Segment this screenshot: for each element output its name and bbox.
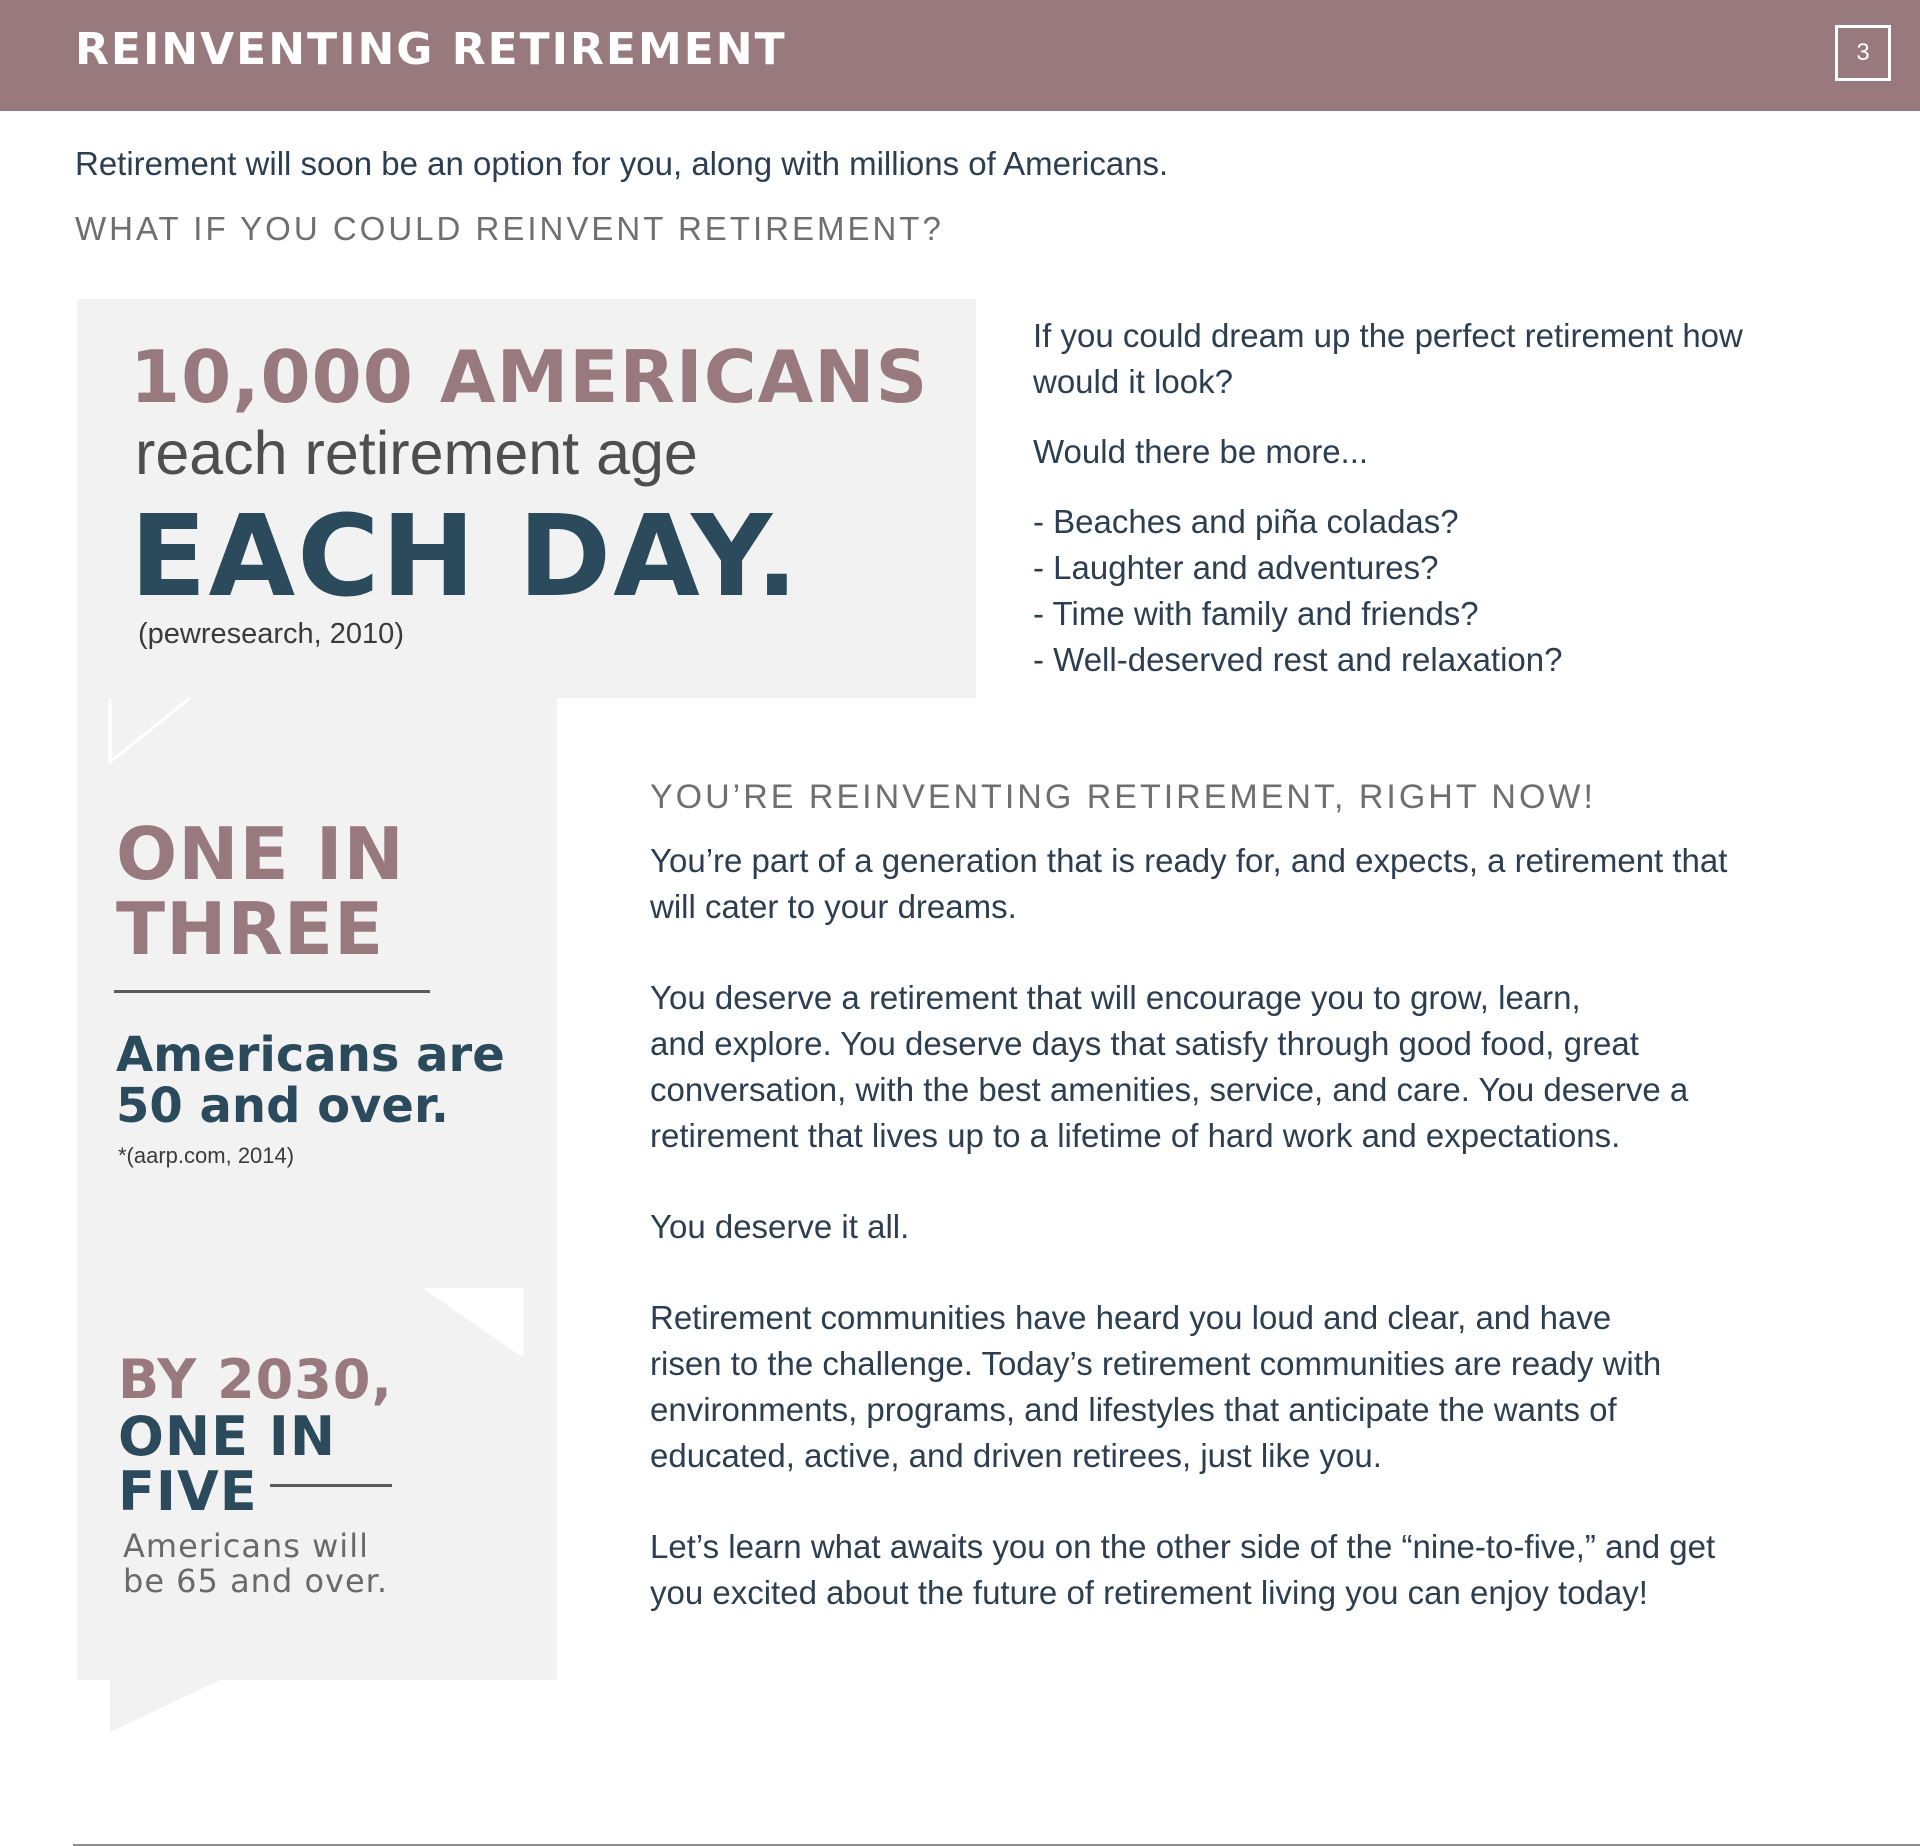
stat3-subline-2: be 65 and over.	[123, 1562, 389, 1600]
dream-question: If you could dream up the perfect retirement how would it look?	[1033, 317, 1743, 400]
body-paragraph: Retirement communities have heard you loud and clear, and have risen to the challenge. Today’s retirement communities are ready with environments, programs, and lifestyles that anticipate the wants of educated, active, and driven retirees, just like you.	[650, 1299, 1662, 1474]
stat1-subline: reach retirement age	[135, 419, 698, 487]
list-item: - Beaches and piña coladas?	[1033, 503, 1459, 540]
stat1-emphasis: EACH DAY.	[130, 492, 801, 622]
stat2-headline-line1: ONE IN	[116, 812, 405, 896]
dream-section	[1033, 313, 1833, 683]
stat3-headline-line3: FIVE	[118, 1460, 258, 1523]
body-paragraph: You deserve a retirement that will encourage you to grow, learn, and explore. You deserve days that satisfy through good food, great conversation, with the best amenities, service, and care. You deserve a retirement that lives up to a lifetime of hard work and expectations.	[650, 979, 1689, 1154]
stat1-headline: 10,000 AMERICANS	[130, 335, 929, 419]
stat2-headline-line2: THREE	[116, 887, 385, 971]
stat2-subline-2: 50 and over.	[116, 1078, 450, 1134]
body-text	[650, 838, 1820, 1661]
list-item: - Laughter and adventures?	[1033, 549, 1439, 586]
dream-lead: Would there be more...	[1033, 433, 1369, 470]
list-item: - Well-deserved rest and relaxation?	[1033, 641, 1563, 678]
stat1-source: (pewresearch, 2010)	[138, 618, 404, 650]
dream-list	[1033, 499, 1833, 683]
page-number-badge: 3	[1835, 25, 1891, 81]
stat2-subline-1: Americans are	[116, 1027, 505, 1083]
body-paragraph: You’re part of a generation that is ready for, and expects, a retirement that will cater to your dreams.	[650, 842, 1728, 925]
page-title: REINVENTING RETIREMENT	[75, 24, 787, 75]
stat3-divider	[270, 1484, 392, 1487]
section-heading: YOU’RE REINVENTING RETIREMENT, RIGHT NOW!	[650, 778, 1596, 816]
stat2-source: *(aarp.com, 2014)	[118, 1143, 295, 1168]
list-item: - Time with family and friends?	[1033, 595, 1479, 632]
intro-question: WHAT IF YOU COULD REINVENT RETIREMENT?	[75, 210, 944, 247]
body-paragraph: Let’s learn what awaits you on the other side of the “nine-to-five,” and get you excited about the future of retirement living you can enjoy today!	[650, 1528, 1716, 1611]
intro-text: Retirement will soon be an option for you, along with millions of Americans.	[75, 145, 1169, 182]
body-paragraph: You deserve it all.	[650, 1208, 910, 1245]
stat3-headline-line1: BY 2030,	[118, 1348, 393, 1411]
stat3-headline-line2: ONE IN	[118, 1405, 337, 1468]
stat2-divider	[114, 990, 430, 993]
stat3-subline-1: Americans will	[123, 1527, 369, 1565]
callout-box-2	[77, 698, 557, 1288]
